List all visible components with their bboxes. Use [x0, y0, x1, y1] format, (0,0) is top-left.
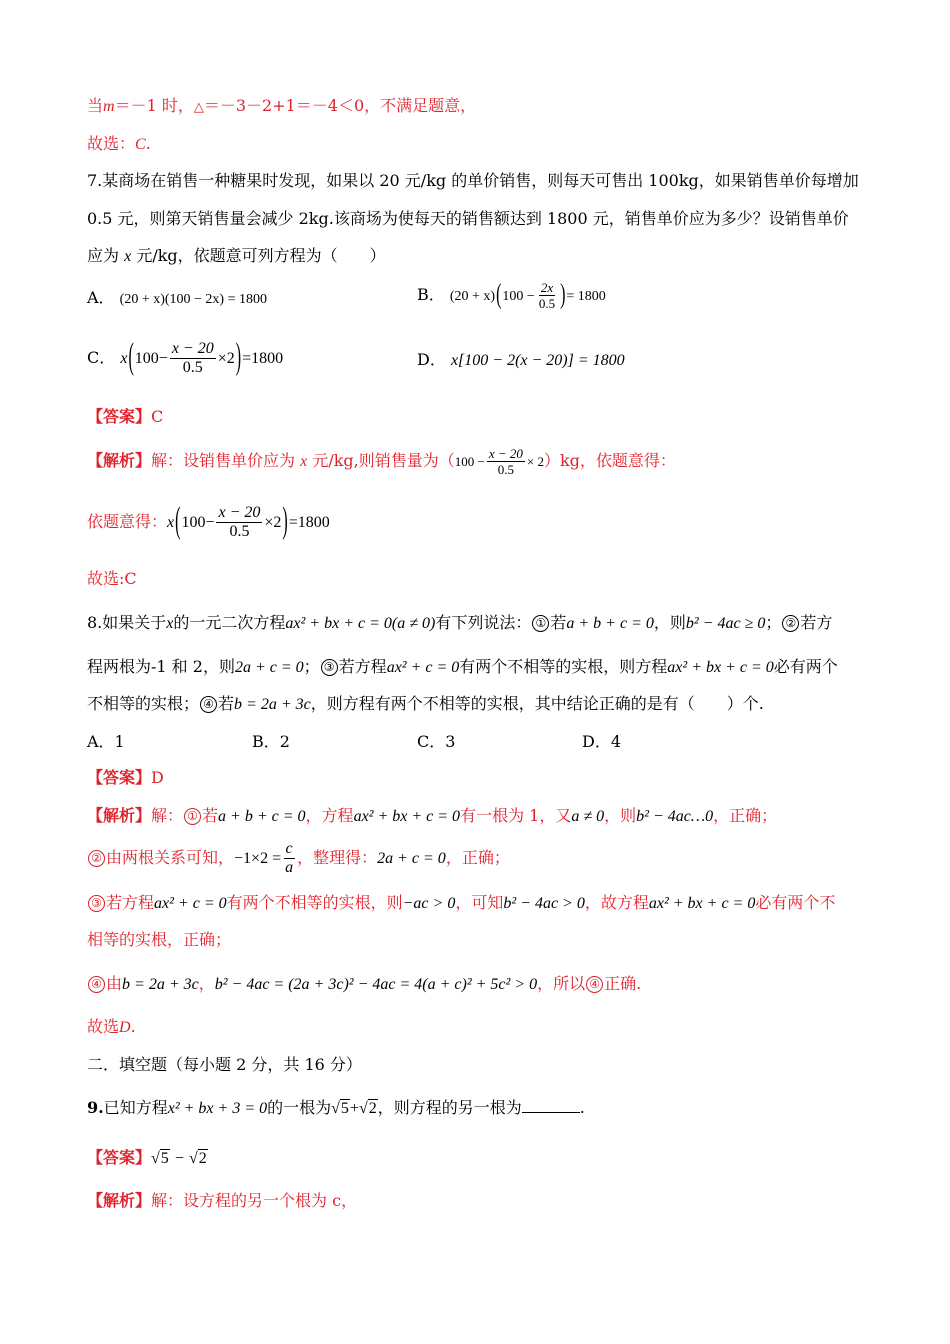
math: ×2 [264, 514, 282, 531]
denominator: 0.5 [538, 296, 556, 311]
text: 若 [218, 694, 235, 713]
text: 有两个不相等的实根，则 [226, 893, 403, 912]
math: b = 2a + 3c [122, 976, 199, 993]
text: ，正确； [445, 848, 510, 867]
numerator: x − 20 [218, 504, 261, 521]
math: b² − 4ac > 0 [503, 895, 585, 912]
radicand: 5 [160, 1150, 169, 1167]
answer-9 [87, 1147, 208, 1170]
solution-line-m-case [87, 95, 476, 119]
circled-number-3: ③ [321, 659, 338, 676]
text: ，正确； [713, 806, 778, 825]
explanation-label: 【解析】 [87, 806, 152, 825]
sqrt-5: √5 [331, 1100, 349, 1117]
delta-symbol: △ [193, 100, 204, 115]
text: 若 [550, 613, 567, 632]
answer-label: 【答案】 [87, 768, 152, 787]
text: 由 [106, 974, 123, 993]
circled-number-4: ④ [586, 976, 603, 993]
option-label: D． [417, 350, 446, 369]
text: ，则方程有两个不相等的实根，其中结论正确的是有（ ）个. [310, 694, 764, 713]
math: D [119, 1019, 131, 1036]
circled-number-1: ① [184, 808, 201, 825]
answer-value: C [151, 407, 164, 426]
answer-value: D [151, 768, 164, 787]
math: 100− [181, 514, 215, 531]
equation: x² + bx + 3 = 0 [167, 1100, 268, 1117]
option-a-equation: (20 + x)(100 − 2x) = 1800 [119, 292, 267, 307]
circled-number-3: ③ [88, 895, 105, 912]
math: b² − 4ac ≥ 0 [685, 615, 766, 632]
text: 若方程 [338, 657, 387, 676]
numerator: x − 20 [171, 340, 214, 357]
denominator: 0.5 [229, 523, 250, 540]
radicand: 5 [340, 1100, 349, 1117]
text: ，则 [653, 613, 686, 632]
denominator: a [285, 859, 294, 876]
math: 100− [134, 350, 168, 367]
text: 元/kg，依题意可列方程为（ ） [136, 246, 386, 265]
explanation-8-line-3 [87, 892, 835, 915]
circled-number-2: ② [88, 850, 105, 867]
math-c: C [135, 136, 146, 153]
option-label: B． [417, 285, 445, 304]
text: ，则方程的另一根为 [377, 1098, 522, 1117]
math: ax² + c = 0 [154, 895, 227, 912]
math: b² − 4ac = (2a + 3c)² − 4ac = 4(a + c)² + 5c² > 0 [214, 976, 538, 993]
circled-number-1: ① [532, 615, 549, 632]
option-8b: B．2 [252, 732, 290, 751]
section-heading-fill-in: 二．填空题（每小题 2 分，共 16 分） [87, 1055, 362, 1074]
text: ，所以 [537, 974, 586, 993]
math: ax² + bx + c = 0 [353, 808, 461, 825]
sqrt-2: √2 [358, 1100, 377, 1117]
option-label: C． [87, 348, 116, 367]
select-line-7: 故选:C [87, 569, 137, 588]
text: ，方程 [305, 806, 354, 825]
explanation-label: 【解析】 [87, 1191, 152, 1210]
text: 故选： [87, 134, 136, 153]
text: 必有两个 [773, 657, 838, 676]
fraction [537, 280, 557, 311]
math: 2a + c = 0 [234, 659, 304, 676]
question-8-line-1 [87, 612, 832, 635]
math: 100 − [502, 289, 535, 304]
math: ax² + bx + c = 0 [648, 895, 756, 912]
text: ，故方程 [584, 893, 649, 912]
text: 若 [202, 806, 219, 825]
text: ； [303, 657, 320, 676]
circled-number-2: ② [782, 615, 799, 632]
question-7-line-2: 0.5 元，则第天销售量会减少 2kg.该商场为使每天的销售额达到 1800 元，销售单价应为多少？设销售单价 [87, 209, 849, 228]
math: =1800 [288, 514, 330, 531]
equation [167, 501, 330, 541]
math: ax² + bx + c = 0 [667, 659, 774, 676]
answer-7 [87, 406, 163, 428]
option-8a: A．1 [87, 732, 125, 751]
text: 解：设销售单价应为 [151, 451, 296, 470]
math: a + b + c = 0 [218, 808, 306, 825]
question-9 [87, 1097, 585, 1120]
text: ＝－1 时， [114, 96, 194, 115]
text: 若方 [800, 613, 833, 632]
text: ， [198, 974, 215, 993]
text: 有下列说法： [435, 613, 532, 632]
text: ）kg，依题意得： [543, 451, 676, 470]
fraction [216, 504, 262, 541]
text: 有一根为 1，又 [460, 806, 572, 825]
explanation-8-line-4: 相等的实根，正确； [87, 930, 232, 949]
math: b² − 4ac…0 [636, 808, 714, 825]
text: 若方程 [106, 893, 155, 912]
text: ，则 [604, 806, 637, 825]
text: 故选 [87, 1017, 120, 1036]
numerator: 2x [540, 280, 554, 295]
circled-number-4: ④ [200, 696, 217, 713]
math-x: x [167, 514, 175, 531]
sqrt-5: √5 [151, 1150, 169, 1167]
radicand: 2 [198, 1150, 207, 1167]
text: ，可知 [455, 893, 504, 912]
option-a [87, 287, 267, 311]
option-label: A． [87, 288, 115, 307]
math-x: x [120, 350, 128, 367]
math: −ac > 0 [402, 895, 456, 912]
math: −1×2 = [234, 850, 282, 867]
text: 不相等的实根； [87, 694, 200, 713]
option-8c: C．3 [417, 732, 456, 751]
text: 依题意得： [87, 512, 168, 531]
math: − [174, 1150, 184, 1167]
question-number: 9. [87, 1098, 104, 1117]
text: 必有两个不 [755, 893, 836, 912]
text: 有两个不相等的实根，则方程 [459, 657, 668, 676]
option-b [417, 280, 606, 311]
answer-label: 【答案】 [87, 407, 152, 426]
math-x: x [166, 615, 174, 632]
math: 100 − [454, 454, 485, 469]
math: b = 2a + 3c [234, 696, 311, 713]
answer-blank[interactable] [522, 1098, 580, 1113]
denominator: 0.5 [497, 462, 514, 477]
explanation-8-line-1 [87, 805, 777, 828]
text: ； [765, 613, 782, 632]
radicand: 2 [368, 1100, 377, 1117]
left-paren: ( [128, 337, 134, 377]
inline-expression [454, 446, 544, 477]
text: 已知方程 [103, 1098, 168, 1117]
circled-number-4: ④ [88, 976, 105, 993]
right-paren: ) [282, 501, 288, 541]
equation: ax² + bx + c = 0(a ≠ 0) [285, 615, 436, 632]
text: 元/kg,则销售量为（ [312, 451, 455, 470]
explanation-7-line-2 [87, 500, 330, 545]
select-line-8 [87, 1016, 136, 1039]
text: . [130, 1017, 136, 1036]
explanation-8-line-2 [87, 838, 510, 879]
text: 解：设方程的另一个根为 c， [151, 1191, 358, 1210]
fraction [283, 840, 295, 877]
left-paren: ( [175, 501, 181, 541]
explanation-9 [87, 1190, 357, 1212]
question-7-line-1: 7.某商场在销售一种糖果时发现，如果以 20 元/kg 的单价销售，则每天可售出 100kg，如果销售单价每增加 [87, 171, 859, 190]
math-x: x [300, 453, 308, 470]
math: + [349, 1100, 359, 1117]
text: 解： [151, 806, 184, 825]
math: × 2 [526, 454, 544, 469]
fraction [487, 446, 525, 477]
text: ，整理得： [297, 848, 378, 867]
math-m: m [103, 98, 115, 115]
right-paren: ) [235, 337, 242, 377]
numerator: c [285, 840, 293, 857]
question-8-line-2 [87, 656, 838, 679]
left-paren: ( [496, 279, 502, 310]
question-8-line-3 [87, 693, 764, 716]
option-8d: D．4 [582, 732, 622, 751]
math: a + b + c = 0 [566, 615, 654, 632]
text: 的一根为 [267, 1098, 332, 1117]
text: 的一元二次方程 [173, 613, 286, 632]
text: 8.如果关于 [87, 613, 167, 632]
denominator: 0.5 [182, 359, 203, 376]
text: . [579, 1098, 585, 1117]
sqrt-2: √2 [189, 1150, 207, 1167]
right-paren: ) [560, 279, 566, 310]
text: 程两根为-1 和 2，则 [87, 657, 235, 676]
math: 2a + c = 0 [377, 850, 446, 867]
explanation-label: 【解析】 [87, 451, 152, 470]
math: =1800 [242, 350, 284, 367]
select-c-line [87, 133, 151, 156]
answer-label: 【答案】 [87, 1148, 152, 1167]
text: . [145, 134, 151, 153]
text: 当 [87, 96, 104, 115]
math: a ≠ 0 [571, 808, 605, 825]
text: 由两根关系可知， [106, 848, 235, 867]
numerator: x − 20 [488, 446, 523, 461]
question-7-line-3 [87, 245, 386, 268]
math-x: x [124, 248, 132, 265]
math: (20 + x) [449, 289, 496, 304]
explanation-8-line-5 [87, 973, 641, 996]
math: ax² + c = 0 [386, 659, 460, 676]
answer-8 [87, 767, 164, 789]
fraction [170, 340, 216, 377]
math: = 1800 [566, 289, 606, 304]
text: 正确. [604, 974, 642, 993]
text: 应为 [87, 246, 120, 265]
option-d [417, 349, 625, 372]
option-c [87, 337, 284, 377]
option-d-equation: x[100 − 2(x − 20)] = 1800 [450, 352, 625, 369]
text: ＝－3－2+1＝－4＜0，不满足题意， [203, 96, 477, 115]
math: ×2 [217, 350, 235, 367]
